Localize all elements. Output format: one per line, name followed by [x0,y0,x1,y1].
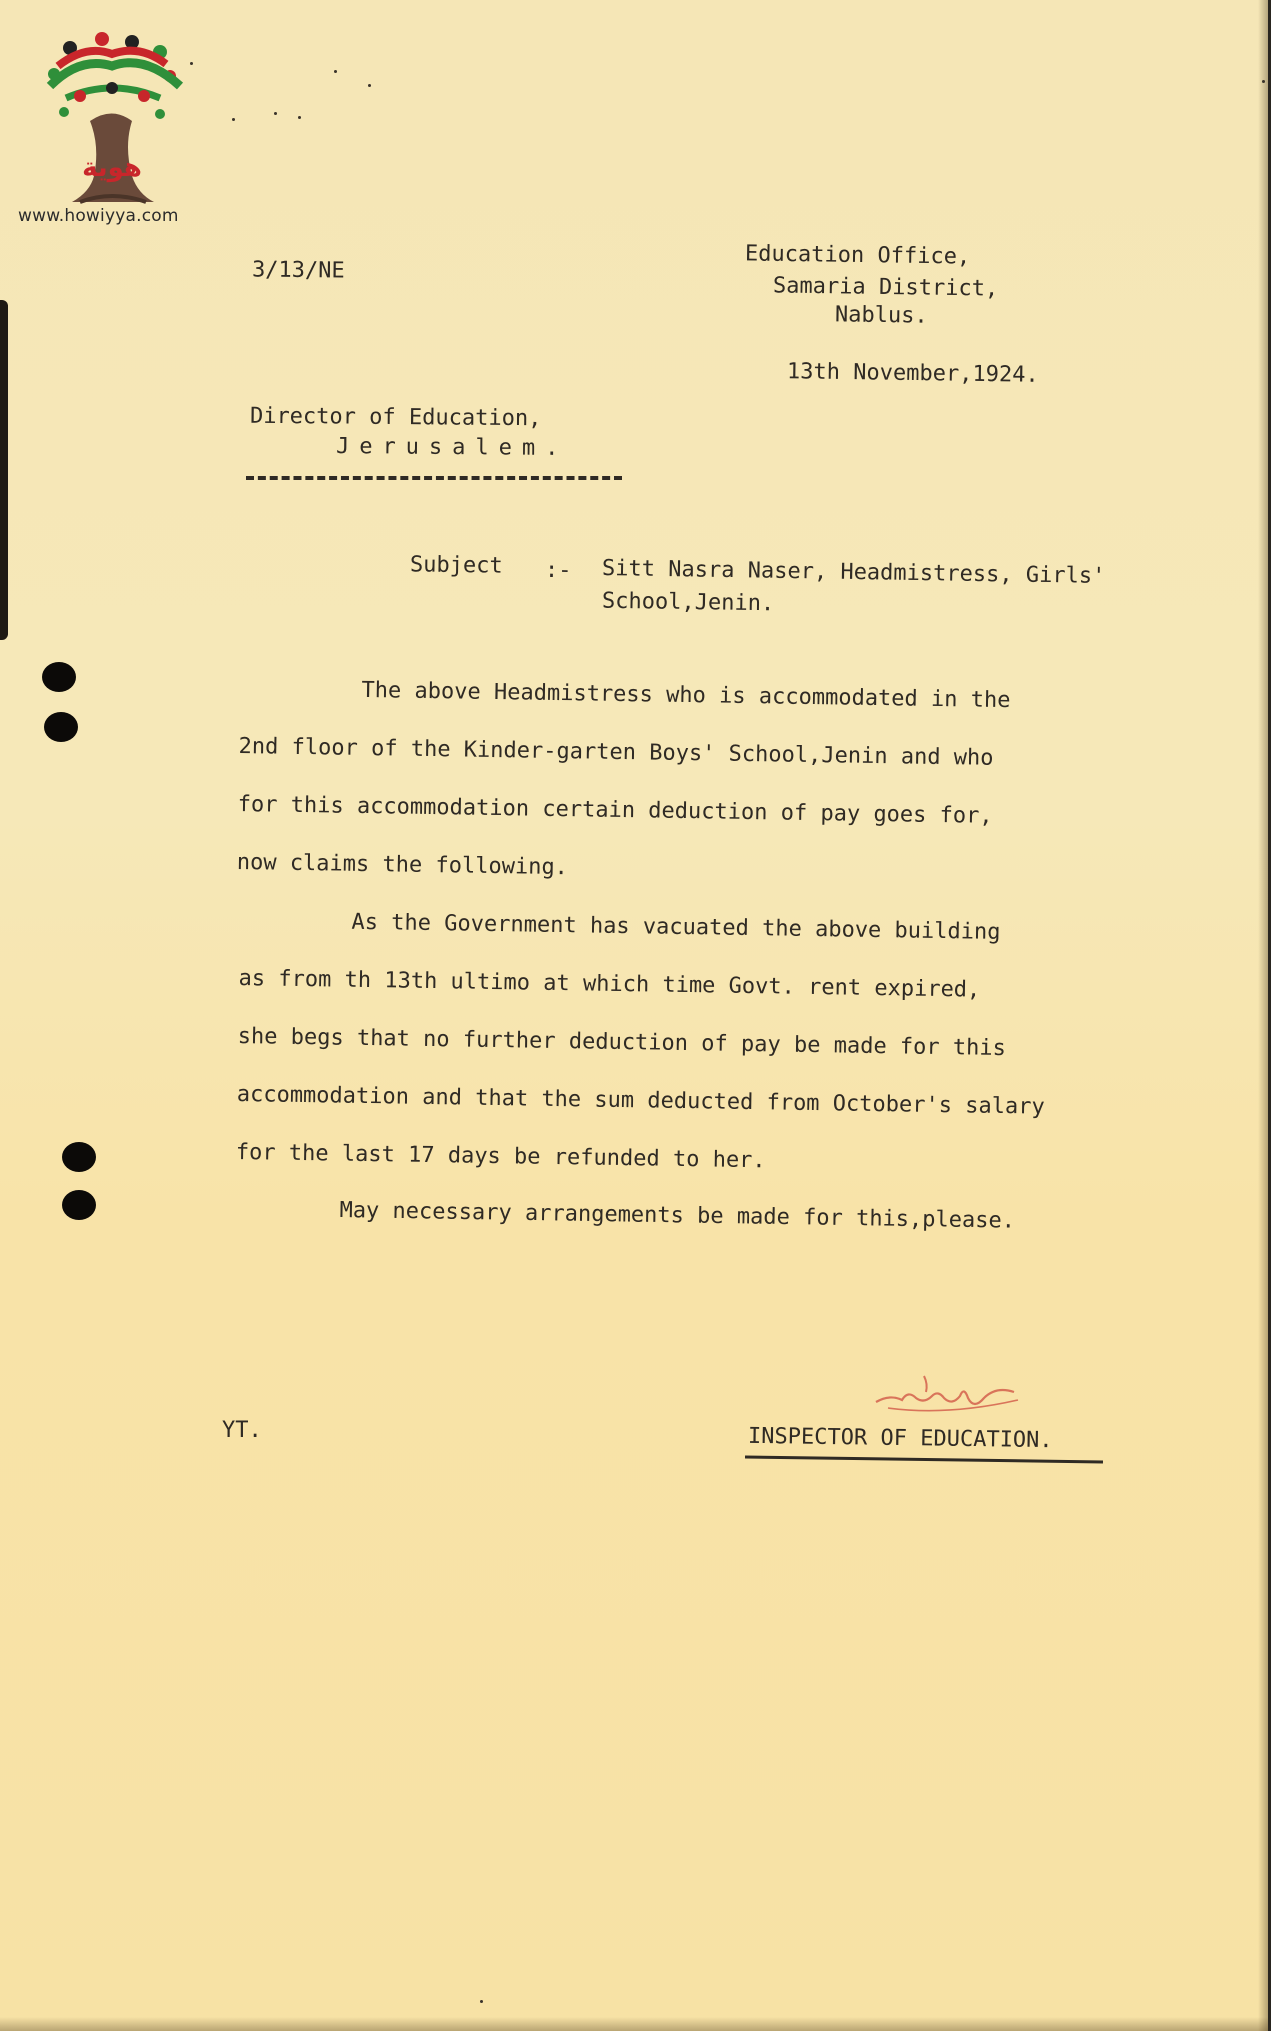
signatory-underline [745,1456,1103,1464]
reference-number: 3/13/NE [251,257,345,284]
logo-arabic-text: هوية [82,153,142,183]
howiyya-logo [20,26,200,231]
body-paragraph-1: The above Headmistress who is accommodated in the 2nd floor of the Kinder-garten Boys' School,Jenin and who for this accommodation certain deduction of pay goes for, now claims the following. [236,677,1011,881]
punch-hole [42,662,76,692]
paper-edge-right [1258,0,1268,2031]
subject-line-1: Sitt Nasra Naser, Headmistress, Girls' [601,556,1106,589]
sender-address-line-1: Education Office, [744,241,971,270]
paper-edge-left [0,300,8,640]
typist-initials: YT. [222,1418,262,1443]
punch-hole [62,1190,96,1220]
sender-address-line-2: Samaria District, [772,273,999,302]
punch-hole [62,1142,96,1172]
watermark-url: www.howiyya.com [18,206,179,226]
paper-edge-bottom [0,2017,1268,2031]
body-paragraph-2: As the Government has vacuated the above building as from th 13th ultimo at which time Govt. rent expired, she begs that no further deduction of pay be made for this accommodation and that the sum deducted from October's salary for the last 17 days be refunded to her. [235,909,1045,1174]
letter-date: 13th November,1924. [786,359,1039,388]
signatory-title: INSPECTOR OF EDUCATION. [747,1423,1053,1454]
subject-separator: :- [544,557,572,584]
punch-hole [44,712,78,742]
sender-address-line-3: Nablus. [834,302,928,329]
subject-line-2: School,Jenin. [601,588,775,617]
subject-label: Subject [409,552,503,579]
recipient-line-2: Jerusalem. [335,433,569,462]
body-paragraph-3: May necessary arrangements be made for this,please. [339,1197,1016,1234]
recipient-line-1: Director of Education, [249,403,542,432]
handwritten-signature [868,1370,1028,1422]
recipient-underline [246,476,622,480]
people-figures-icon [48,32,180,119]
